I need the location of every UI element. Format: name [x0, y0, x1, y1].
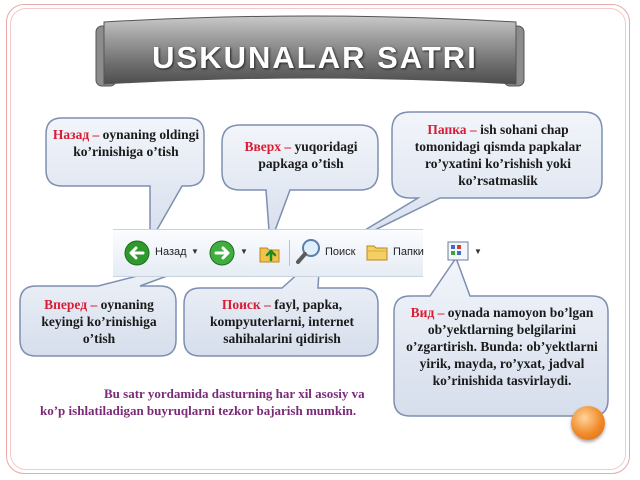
search-button-label[interactable]: Поиск — [325, 246, 356, 258]
folders-button-label[interactable]: Папки — [393, 246, 424, 258]
callout-search-text — [190, 296, 374, 347]
back-dropdown-icon[interactable]: ▼ — [191, 247, 199, 256]
callout-view-key: Вид – — [410, 305, 445, 320]
callout-up-text — [228, 138, 374, 172]
callout-search-key: Поиск – — [221, 297, 271, 312]
callout-back-text — [52, 126, 200, 160]
callout-up-key: Вверх – — [244, 139, 292, 154]
forward-dropdown-icon[interactable]: ▼ — [240, 247, 248, 256]
toolbar-separator — [289, 240, 290, 266]
callout-up-desc: yuqoridagi papkaga o’tish — [258, 139, 358, 171]
slide-title: USKUNALAR SATRI — [152, 40, 478, 75]
back-button-label[interactable]: Назад — [155, 246, 187, 258]
callout-folders-key: Папка – — [427, 122, 477, 137]
callout-view-text — [400, 304, 604, 389]
callout-back-key: Назад – — [52, 127, 100, 142]
search-magnifier-icon[interactable] — [295, 237, 323, 267]
callout-forward-key: Вперед – — [44, 297, 98, 312]
svg-text:▼: ▼ — [474, 247, 482, 256]
callout-forward-text — [24, 296, 174, 347]
callout-folders-text — [398, 121, 598, 189]
decorative-orb — [571, 406, 605, 440]
view-icon[interactable] — [446, 240, 490, 264]
callout-forward-desc: oynaning keyingi ko’rinishiga o’tish — [41, 297, 157, 346]
back-arrow-icon[interactable] — [123, 239, 151, 267]
view-button-area — [354, 229, 418, 275]
up-folder-icon[interactable] — [257, 240, 283, 266]
callout-back-desc: oynaning oldingi ko’rinishiga o’tish — [73, 127, 200, 159]
forward-arrow-icon[interactable] — [208, 239, 236, 267]
callout-search-desc: fayl, papka, kompyuterlarni, internet sahihalarini qidirish — [210, 297, 354, 346]
callout-folders-desc: ish sohani chap tomonidagi qismda papkalar ro’yxatini ko’rishish yoki ko’rsatmaslik — [414, 122, 582, 188]
callout-view-desc: oynada namoyon bo’lgan ob’yektlarning belgilarini o’zgartirish. Bunda: ob’yektlarni yirik, mayda, ro’yxat, jadval ko’rinishida tasvirlaydi. — [406, 305, 598, 388]
slide-footnote: Bu satr yordamida dasturning har xil asosiy va ko’p ishlatiladigan buyruqlarni tezkor bajarish mumkin. — [40, 386, 365, 418]
